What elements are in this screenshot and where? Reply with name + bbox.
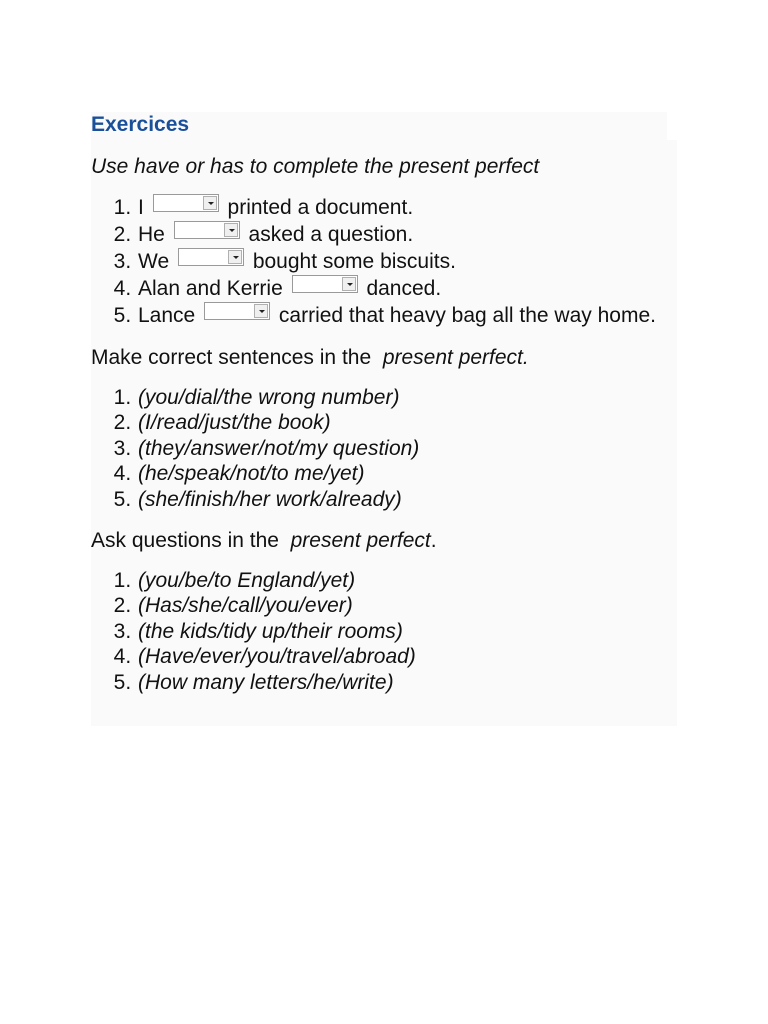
- instruction-text: Ask questions in the: [91, 529, 279, 553]
- sentence-start: We: [138, 250, 170, 273]
- list-item: [137, 248, 681, 275]
- section1-list: [91, 194, 681, 329]
- sentence-start: Alan and Kerrie: [138, 277, 283, 300]
- list-item: [137, 436, 681, 461]
- have-has-select[interactable]: [178, 248, 244, 266]
- have-has-select[interactable]: [153, 194, 219, 212]
- sentence-start: I: [138, 196, 144, 219]
- page-title: Exercices: [91, 113, 190, 136]
- sentence-end: carried that heavy bag all the way home.: [278, 304, 656, 327]
- prompt-text: (they/answer/not/my question): [138, 436, 420, 460]
- have-has-select[interactable]: [292, 275, 358, 293]
- prompt-text: (I/read/just/the book): [138, 411, 331, 435]
- section2-list: [91, 385, 681, 512]
- instruction-emphasis: present perfect: [290, 529, 431, 553]
- section1-instruction: Use have or has to complete the present perfect: [91, 155, 540, 178]
- have-has-select[interactable]: [174, 221, 240, 239]
- exercise-document: [91, 112, 681, 695]
- prompt-text: (How many letters/he/write): [138, 670, 394, 694]
- instruction-emphasis: present perfect.: [382, 346, 529, 369]
- list-item: [137, 302, 681, 329]
- chevron-down-icon[interactable]: [254, 304, 268, 318]
- list-item: [137, 194, 681, 221]
- list-item: [137, 644, 681, 669]
- list-item: [137, 593, 681, 618]
- have-has-select[interactable]: [204, 302, 270, 320]
- prompt-text: (you/dial/the wrong number): [138, 386, 400, 409]
- sentence-end: asked a question.: [248, 223, 414, 246]
- sentence-end: printed a document.: [227, 196, 414, 219]
- prompt-text: (he/speak/not/to me/yet): [138, 462, 365, 486]
- list-item: [137, 670, 681, 695]
- list-item: [137, 410, 681, 435]
- sentence-end: bought some biscuits.: [252, 250, 456, 273]
- instruction-text: Make correct sentences in the: [91, 346, 372, 369]
- section3-instruction: [91, 528, 681, 554]
- list-item: [137, 221, 681, 248]
- prompt-text: (Have/ever/you/travel/abroad): [138, 645, 416, 669]
- sentence-end: danced.: [366, 277, 442, 300]
- prompt-text: (she/finish/her work/already): [138, 487, 402, 511]
- prompt-text: (you/be/to England/yet): [138, 569, 356, 593]
- list-item: [137, 487, 681, 512]
- section3-list: [91, 568, 681, 695]
- section2-instruction: [91, 345, 681, 371]
- chevron-down-icon[interactable]: [203, 196, 217, 210]
- sentence-start: Lance: [138, 304, 196, 327]
- list-item: [137, 568, 681, 593]
- list-item: [137, 619, 681, 644]
- list-item: [137, 385, 681, 410]
- chevron-down-icon[interactable]: [342, 277, 356, 291]
- sentence-start: He: [138, 223, 165, 246]
- instruction-suffix: .: [430, 529, 437, 553]
- prompt-text: (the kids/tidy up/their rooms): [138, 619, 403, 643]
- list-item: [137, 275, 681, 302]
- chevron-down-icon[interactable]: [228, 250, 242, 264]
- chevron-down-icon[interactable]: [224, 223, 238, 237]
- prompt-text: (Has/she/call/you/ever): [138, 594, 353, 618]
- list-item: [137, 461, 681, 486]
